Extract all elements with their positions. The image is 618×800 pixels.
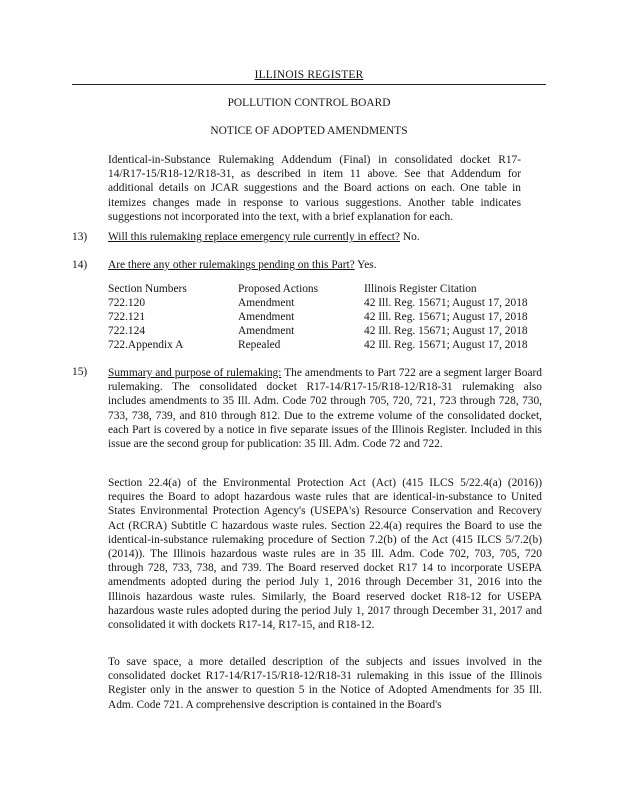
table-cell-action: Repealed — [238, 339, 281, 351]
table-cell-action: Amendment — [238, 311, 295, 323]
pending-rulemakings-table — [108, 283, 541, 353]
table-cell-section: 722.124 — [108, 325, 146, 337]
table-cell-citation: 42 Ill. Reg. 15671; August 17, 2018 — [364, 311, 528, 323]
register-title — [0, 69, 618, 81]
table-header-citation: Illinois Register Citation — [364, 283, 477, 295]
item-15-text: The amendments to Part 722 are a segment larger Board rulemaking. The consolidated docket R17-14/R17-15/R18-12/R18-31 rulemaking also includes amendments to 35 Ill. Adm. Code 702 through 705, 720, 721, 723 through 728, 730, 733, 738, 739, and 810 through 812. Due to the extreme volume of the consolidated docket, each Part is covered by a notice in five separate issues of the Illinois Register. Included in this issue are the second group for publication: 35 Ill. Adm. Code 72 and 722. — [108, 367, 542, 451]
item-13-question: Will this rulemaking replace emergency rule currently in effect? — [108, 231, 400, 243]
notice-title: NOTICE OF ADOPTED AMENDMENTS — [210, 125, 408, 137]
item-13-answer: No. — [402, 231, 420, 243]
table-cell-section: 722.Appendix A — [108, 339, 184, 351]
table-header-row — [108, 283, 541, 297]
table-cell-action: Amendment — [238, 325, 295, 337]
item-15-number: 15) — [72, 366, 88, 378]
item-15-heading: Summary and purpose of rulemaking: — [108, 367, 282, 379]
item-13-number: 13) — [72, 231, 88, 243]
item-14-number: 14) — [72, 259, 88, 271]
table-cell-citation: 42 Ill. Reg. 15671; August 17, 2018 — [364, 339, 528, 351]
table-row — [108, 297, 541, 311]
board-title: POLLUTION CONTROL BOARD — [227, 97, 391, 109]
register-title-text: ILLINOIS REGISTER — [254, 69, 364, 81]
table-cell-citation: 42 Ill. Reg. 15671; August 17, 2018 — [364, 325, 528, 337]
item-14 — [108, 259, 377, 271]
table-cell-section: 722.120 — [108, 297, 146, 309]
table-cell-action: Amendment — [238, 297, 295, 309]
item-14-answer: Yes. — [357, 259, 377, 271]
item-14-question: Are there any other rulemakings pending on this Part? — [108, 259, 355, 271]
item-13 — [108, 231, 420, 243]
save-space-paragraph: To save space, a more detailed description of the subjects and issues involved in the consolidated docket R17-14/R17-15/R18-12/R18-31 rulemaking in this issue of the Illinois Register only in the answer to question 5 in the Notice of Adopted Amendments for 35 Ill. Adm. Code 721. A comprehensive description is contained in the Board's — [108, 656, 542, 711]
table-header-action: Proposed Actions — [238, 283, 319, 295]
section-22-4-paragraph: Section 22.4(a) of the Environmental Protection Act (Act) (415 ILCS 5/22.4(a) (2016)) requires the Board to adopt hazardous waste rules that are identical-in-substance to United States Environmental Protection Agency's (USEPA's) Resource Conservation and Recovery Act (RCRA) Subtitle C hazardous waste rules. Section 22.4(a) requires the Board to use the identical-in-substance rulemaking procedure of Section 7.2(b) of the Act (415 ILCS 5/7.2(b) (2014)). The Illinois hazardous waste rules are in 35 Ill. Adm. Code 702, 703, 705, 720 through 728, 733, 738, and 739. The Board reserved docket R17 14 to incorporate USEPA amendments adopted during the period July 1, 2016 through December 31, 2016 into the Illinois hazardous waste rules. Similarly, the Board reserved docket R18-12 for USEPA hazardous waste rules adopted during the period July 1, 2017 through December 31, 2017 and consolidated it with dockets R17-14, R17-15, and R18-12. — [108, 477, 542, 632]
item-15-paragraph — [108, 366, 542, 451]
table-header-section: Section Numbers — [108, 283, 187, 295]
table-row — [108, 325, 541, 339]
table-cell-section: 722.121 — [108, 311, 146, 323]
table-row — [108, 311, 541, 325]
table-cell-citation: 42 Ill. Reg. 15671; August 17, 2018 — [364, 297, 528, 309]
header-rule — [72, 84, 546, 85]
intro-paragraph: Identical-in-Substance Rulemaking Addendum (Final) in consolidated docket R17-14/R17-15/R18-12/R18-31, as described in item 11 above. See that Addendum for additional details on JCAR suggestions and the Board actions on each. One table in itemizes changes made in response to various suggestions. Another table indicates suggestions not incorporated into the text, with a brief explanation for each. — [108, 154, 521, 223]
table-row — [108, 339, 541, 353]
